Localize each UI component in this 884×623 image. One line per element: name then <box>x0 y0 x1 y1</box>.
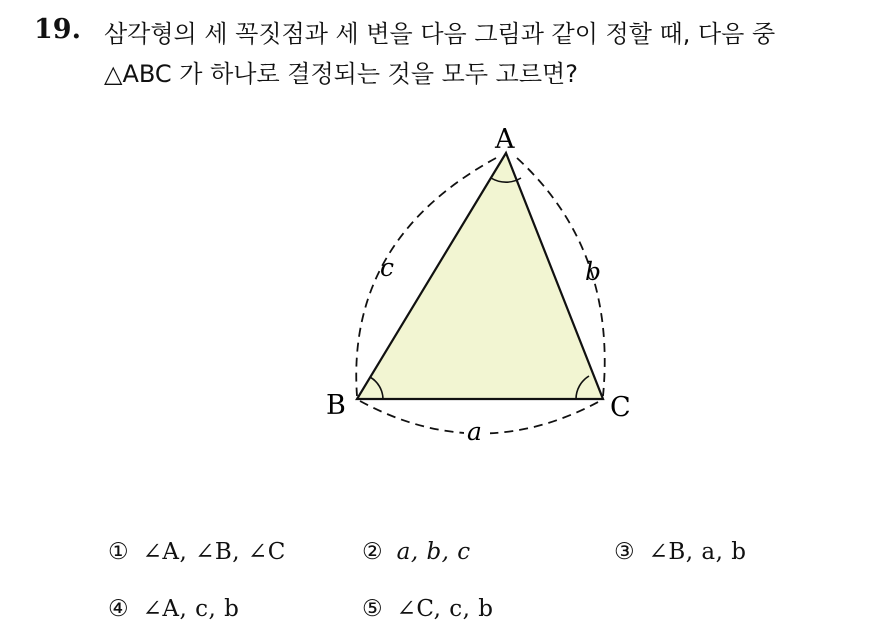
choice-1[interactable] <box>108 539 286 565</box>
side-label-a: a <box>467 417 482 446</box>
choice-text: ∠A, ∠B, ∠C <box>142 539 286 565</box>
vertex-label-c: C <box>610 392 631 423</box>
choice-number: ④ <box>108 596 129 622</box>
question-number: 19. <box>34 14 81 45</box>
choice-text: ∠C, c, b <box>396 596 494 622</box>
choice-number: ⑤ <box>362 596 383 622</box>
choice-number: ② <box>362 539 383 565</box>
side-label-c: c <box>380 253 395 282</box>
question-text-line2: △ABC 가 하나로 결정되는 것을 모두 고르면? <box>104 60 578 88</box>
choice-2[interactable] <box>362 539 471 565</box>
choice-number: ③ <box>614 539 635 565</box>
side-label-b: b <box>585 257 602 286</box>
choice-text: a, b, c <box>396 539 471 565</box>
choice-5[interactable] <box>362 596 494 622</box>
question-text-line1: 삼각형의 세 꼭짓점과 세 변을 다음 그림과 같이 정할 때, 다음 중 <box>104 20 776 48</box>
choice-text: ∠A, c, b <box>142 596 240 622</box>
vertex-label-b: B <box>326 390 346 421</box>
choice-4[interactable] <box>108 596 239 622</box>
choice-3[interactable] <box>614 539 746 565</box>
vertex-label-a: A <box>495 124 515 155</box>
choice-number: ① <box>108 539 129 565</box>
choice-text: ∠B, a, b <box>648 539 747 565</box>
